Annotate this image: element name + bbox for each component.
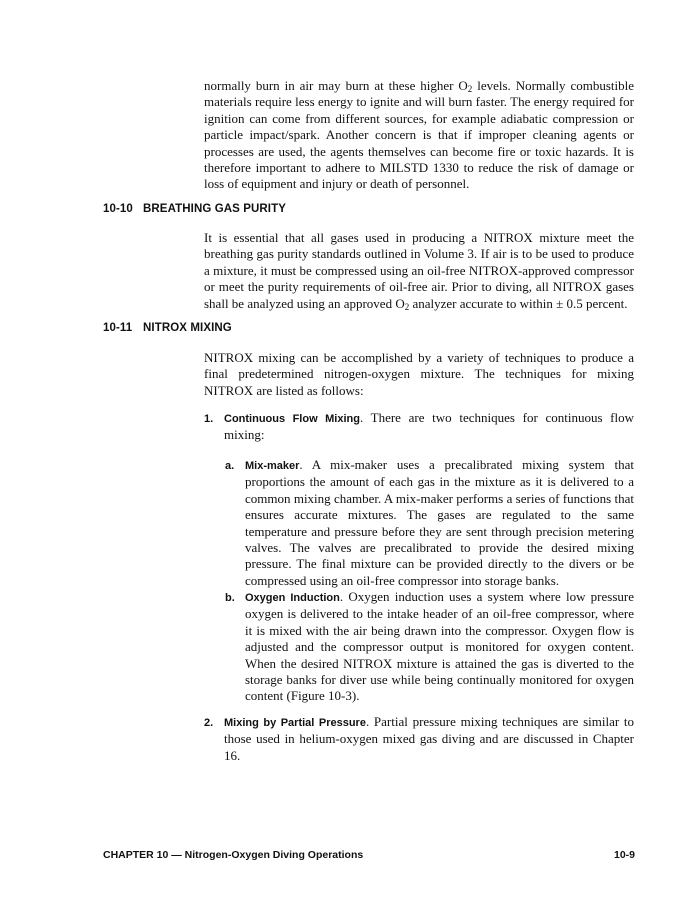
purity-text-part2: analyzer accurate to within ± 0.5 percent. <box>409 295 628 311</box>
list-item-partial-pressure <box>204 714 635 764</box>
list-item-oxygen-induction <box>225 589 634 705</box>
list-marker: 1. <box>204 413 214 425</box>
list-item-lead: Mix-maker <box>245 460 300 472</box>
section-title: NITROX MIXING <box>143 322 232 334</box>
footer-page-number: 10-9 <box>613 849 635 861</box>
list-marker: a. <box>225 460 235 472</box>
list-item-lead: Oxygen Induction <box>245 592 340 604</box>
list-item-text: . There are two techniques for continuous flow mixing: <box>224 410 635 443</box>
list-item-mix-maker <box>225 457 634 589</box>
intro-text-part2: levels. Normally combustible materials require less energy to ignite and will burn faster. The energy required for ignition can come from different sources, for example adiabatic compression or particle impact/spark. Another concern is that if improper cleaning agents or processes are used, the agents themselves can become fire or toxic hazards. It is therefore important to adhere to MILSTD 1330 to reduce the risk of damage or loss of equipment and injury or death of personnel. <box>204 78 634 192</box>
section-title: BREATHING GAS PURITY <box>143 203 286 215</box>
section-heading-10-11 <box>103 322 232 334</box>
footer-chapter-title: CHAPTER 10 — Nitrogen-Oxygen Diving Operations <box>103 849 364 861</box>
purity-subscript: 2 <box>404 301 410 312</box>
list-item-text: . A mix-maker uses a precalibrated mixing system that proportions the amount of each gas in the mixture as it is delivered to a common mixing chamber. A mix-maker performs a series of functions that ensures accurate mixtures. The gases are regulated to the same temperature and pressure before they are sent through precision metering valves. The valves are precalibrated to provide the desired mixing pressure. The final mixture can be provided directly to the divers or be compressed using an oil-free compressor into storage banks. <box>245 457 634 588</box>
list-item-text: . Partial pressure mixing techniques are similar to those used in helium-oxygen mixed gas diving and are discussed in Chapter 16. <box>224 714 635 763</box>
section-number: 10-11 <box>103 322 133 334</box>
list-item-lead: Continuous Flow Mixing <box>224 413 360 425</box>
list-item-continuous-flow <box>204 410 635 444</box>
list-item-lead: Mixing by Partial Pressure <box>224 717 366 729</box>
list-item-text: . Oxygen induction uses a system where low pressure oxygen is delivered to the intake header of an oil-free compressor, where it is mixed with the air being drawn into the compressor. Oxygen flow is adjusted and the compressor output is monitored for oxygen content. When the desired NITROX mixture is attained the gas is diverted to the storage banks for diver use while being continually monitored for oxygen content (Figure 10-3). <box>245 589 634 704</box>
intro-text-part1: normally burn in air may burn at these higher O <box>204 78 468 93</box>
section-heading-10-10 <box>103 203 286 215</box>
purity-text-part1: It is essential that all gases used in producing a NITROX mixture meet the breathing gas purity standards outlined in Volume 3. If air is to be used to produce a mixture, it must be compressed using an oil-free NITROX-approved compressor or meet the purity requirements of oil-free air. Prior to diving, all NITROX gases shall be analyzed using an approved O <box>204 230 634 311</box>
section-number: 10-10 <box>103 203 133 215</box>
nitrox-mixing-intro: NITROX mixing can be accomplished by a variety of techniques to produce a final predetermined nitrogen-oxygen mixture. The techniques for mixing NITROX are listed as follows: <box>204 350 634 398</box>
list-marker: b. <box>225 592 235 604</box>
list-marker: 2. <box>204 717 214 729</box>
breathing-gas-purity-paragraph <box>204 230 634 312</box>
intro-paragraph <box>204 78 634 193</box>
intro-subscript: 2 <box>467 84 473 94</box>
